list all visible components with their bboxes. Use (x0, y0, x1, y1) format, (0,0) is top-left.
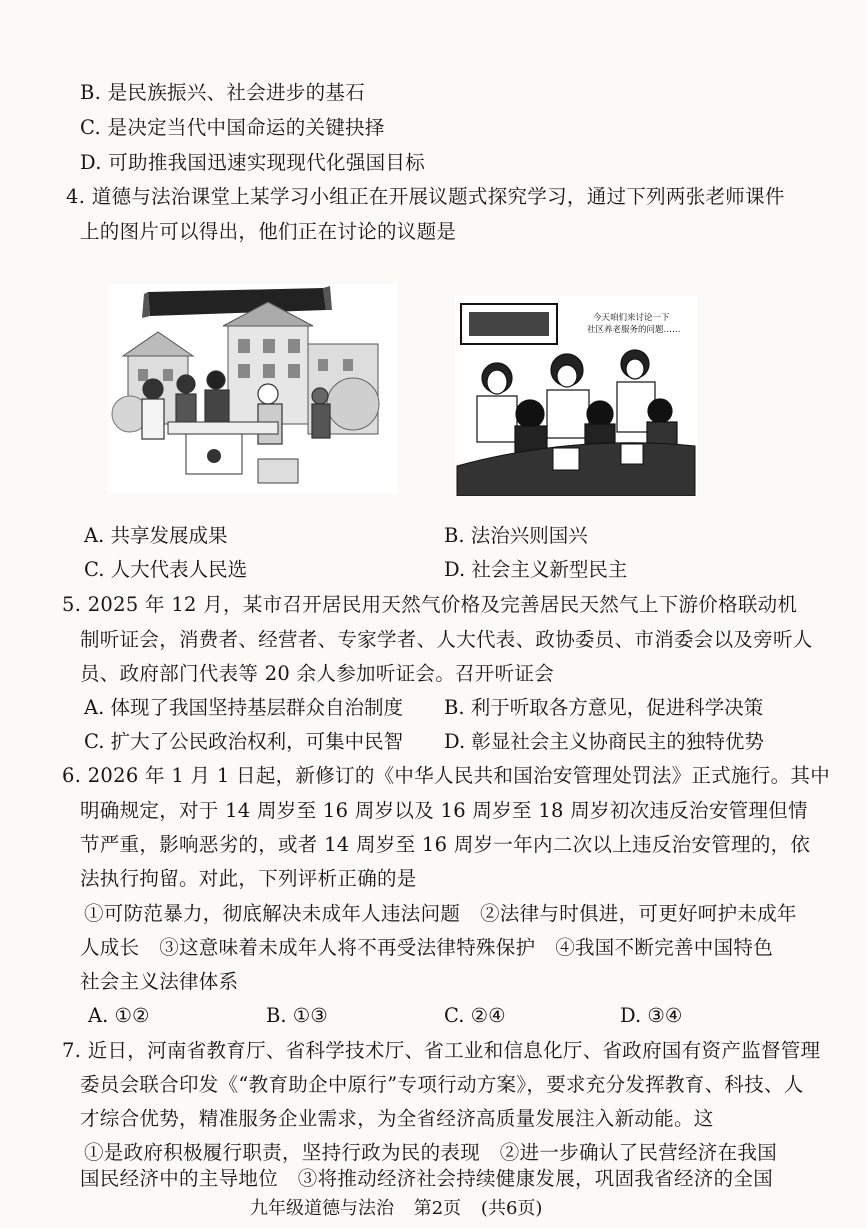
q5-stem-line-2: 制听证会，消费者、经营者、专家学者、人大代表、政协委员、市消委会以及旁听人 (80, 628, 813, 651)
q6-statements-line-3: 社会主义法律体系 (80, 970, 239, 993)
q7-stem-line-3: 才综合优势，精准服务企业需求，为全省经济高质量发展注入新动能。这 (80, 1107, 714, 1130)
q7-stem-line-1: 7. 近日，河南省教育厅、省科学技术厅、省工业和信息化厅、省政府国有资产监督管理 (62, 1039, 821, 1062)
speech-text-line-2: 社区养老服务的问题…… (587, 325, 681, 335)
q6-statements-line-2: 人成长 ③这意味着未成年人将不再受法律特殊保护 ④我国不断完善中国特色 (80, 936, 774, 959)
q4-option-d: D. 社会主义新型民主 (444, 558, 628, 581)
q7-statements-line-2: 国民经济中的主导地位 ③将推动经济社会持续健康发展，巩固我省经济的全国 (80, 1167, 774, 1190)
figure-discussion-scene (455, 296, 697, 496)
q4-option-c: C. 人大代表人民选 (84, 558, 248, 581)
q6-option-c: C. ②④ (444, 1004, 506, 1027)
q5-option-d: D. 彰显社会主义协商民主的独特优势 (444, 730, 764, 753)
figure-community-scene (108, 284, 398, 494)
discussion-scene-illustration (455, 296, 697, 496)
q6-stem-line-2: 明确规定，对于 14 周岁至 16 周岁以及 16 周岁至 18 周岁初次违反治安管理但情 (80, 799, 808, 822)
q5-stem-line-3: 员、政府部门代表等 20 余人参加听证会。召开听证会 (80, 662, 555, 685)
community-scene-illustration (108, 284, 398, 494)
q3-option-c: C. 是决定当代中国命运的关键抉择 (80, 116, 385, 139)
page-footer (250, 1194, 556, 1220)
footer-page-number: 第2页 (413, 1198, 462, 1219)
q3-option-b: B. 是民族振兴、社会进步的基石 (80, 81, 366, 104)
q7-stem-line-2: 委员会联合印发《“教育助企中原行”专项行动方案》，要求充分发挥教育、科技、人 (80, 1073, 804, 1096)
q4-stem-line-1: 4. 道德与法治课堂上某学习小组正在开展议题式探究学习，通过下列两张老师课件 (66, 185, 785, 208)
q5-option-a: A. 体现了我国坚持基层群众自治制度 (84, 696, 403, 719)
q5-option-b: B. 利于听取各方意见，促进科学决策 (444, 696, 764, 719)
q4-option-b: B. 法治兴则国兴 (444, 524, 588, 547)
q6-stem-line-1: 6. 2026 年 1 月 1 日起，新修订的《中华人民共和国治安管理处罚法》正式施行。其中 (62, 764, 831, 787)
q7-statements-line-1: ①是政府积极履行职责，坚持行政为民的表现 ②进一步确认了民营经济在我国 (84, 1141, 778, 1164)
footer-subject: 九年级道德与法治 (250, 1198, 394, 1219)
q6-stem-line-3: 节严重，影响恶劣的，或者 14 周岁至 16 周岁一年内二次以上违反治安管理的，依 (80, 833, 811, 856)
q6-option-d: D. ③④ (620, 1004, 683, 1027)
q5-stem-line-1: 5. 2025 年 12 月，某市召开居民用天然气价格及完善居民天然气上下游价格联动机 (62, 593, 798, 616)
q4-option-a: A. 共享发展成果 (84, 524, 228, 547)
q5-option-c: C. 扩大了公民政治权利，可集中民智 (84, 730, 404, 753)
footer-total-pages: (共6页) (480, 1198, 543, 1219)
speech-text-line-1: 今天咱们来讨论一下 (593, 313, 670, 323)
q4-stem-line-2: 上的图片可以得出，他们正在讨论的议题是 (80, 220, 457, 243)
q3-option-d: D. 可助推我国迅速实现现代化强国目标 (80, 151, 426, 174)
q6-stem-line-4: 法执行拘留。对此，下列评析正确的是 (80, 867, 417, 890)
q6-option-a: A. ①② (88, 1004, 150, 1027)
q6-option-b: B. ①③ (266, 1004, 328, 1027)
q6-statements-line-1: ①可防范暴力，彻底解决未成年人违法问题 ②法律与时俱进，可更好呵护未成年 (84, 902, 797, 925)
